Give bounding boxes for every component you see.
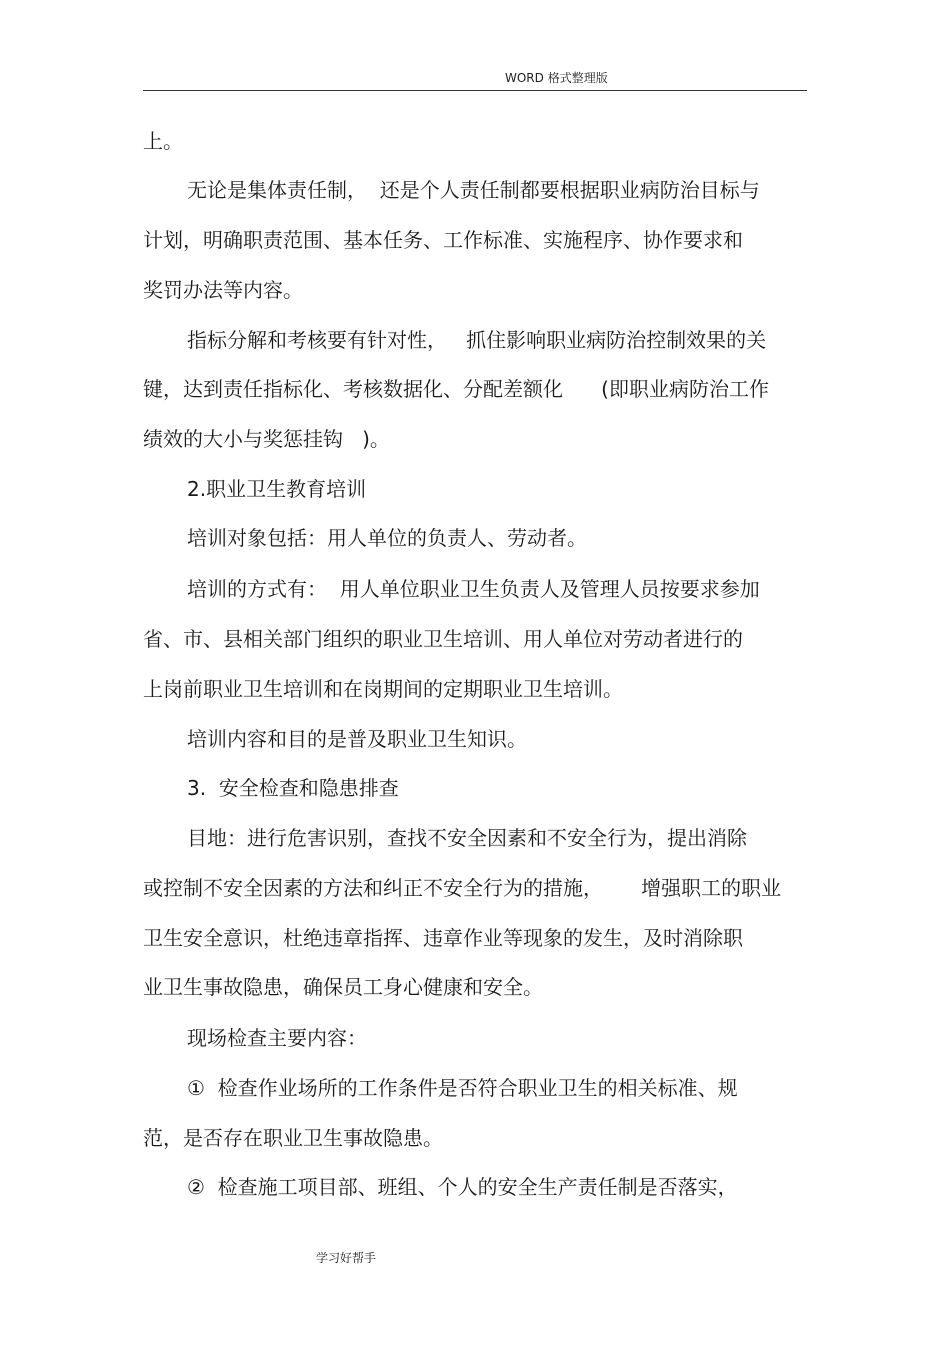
- text-line-7: 绩效的大小与奖惩挂钩 )。: [143, 427, 390, 451]
- section-heading-2: 2.职业卫生教育培训: [187, 477, 367, 501]
- text-line-5: 指标分解和考核要有针对性， 抓住影响职业病防治控制效果的关: [187, 328, 767, 352]
- header-text: WORD 格式整理版: [505, 71, 608, 85]
- text-line-12: 上岗前职业卫生培训和在岗期间的定期职业卫生培训。: [143, 677, 623, 701]
- text-line-11: 省、市、县相关部门组织的职业卫生培训、用人单位对劳动者进行的: [143, 627, 743, 651]
- section-heading-3: 3. 安全检查和隐患排查: [187, 776, 399, 800]
- text-line-9: 培训对象包括：用人单位的负责人、劳动者。: [187, 526, 587, 550]
- page-header: [0, 70, 950, 90]
- text-line-6: 键，达到责任指标化、考核数据化、分配差额化 (即职业病防治工作: [143, 377, 769, 401]
- text-line-15: 目地：进行危害识别，查找不安全因素和不安全行为，提出消除: [187, 826, 747, 850]
- text-line-4: 奖罚办法等内容。: [143, 278, 303, 302]
- text-line-18: 业卫生事故隐患，确保员工身心健康和安全。: [143, 975, 543, 999]
- header-rule: [143, 90, 807, 91]
- text-line-2: 无论是集体责任制， 还是个人责任制都要根据职业病防治目标与: [187, 178, 760, 202]
- text-line-3: 计划，明确职责范围、基本任务、工作标准、实施程序、协作要求和: [143, 228, 743, 252]
- text-line-17: 卫生安全意识，杜绝违章指挥、违章作业等现象的发生，及时消除职: [143, 926, 743, 950]
- text-line-10: 培训的方式有： 用人单位职业卫生负责人及管理人员按要求参加: [187, 577, 760, 601]
- page-footer: 学习好帮手: [316, 1251, 377, 1265]
- text-line-13: 培训内容和目的是普及职业卫生知识。: [187, 727, 527, 751]
- list-item-1: ① 检查作业场所的工作条件是否符合职业卫生的相关标准、规: [187, 1076, 738, 1100]
- text-line-19: 现场检查主要内容：: [187, 1026, 367, 1050]
- text-line-16: 或控制不安全因素的方法和纠正不安全行为的措施， 增强职工的职业: [143, 876, 782, 900]
- text-line-1: 上。: [143, 129, 183, 153]
- list-item-2: ② 检查施工项目部、班组、个人的安全生产责任制是否落实，: [187, 1175, 738, 1199]
- text-line-21: 范，是否存在职业卫生事故隐患。: [143, 1126, 443, 1150]
